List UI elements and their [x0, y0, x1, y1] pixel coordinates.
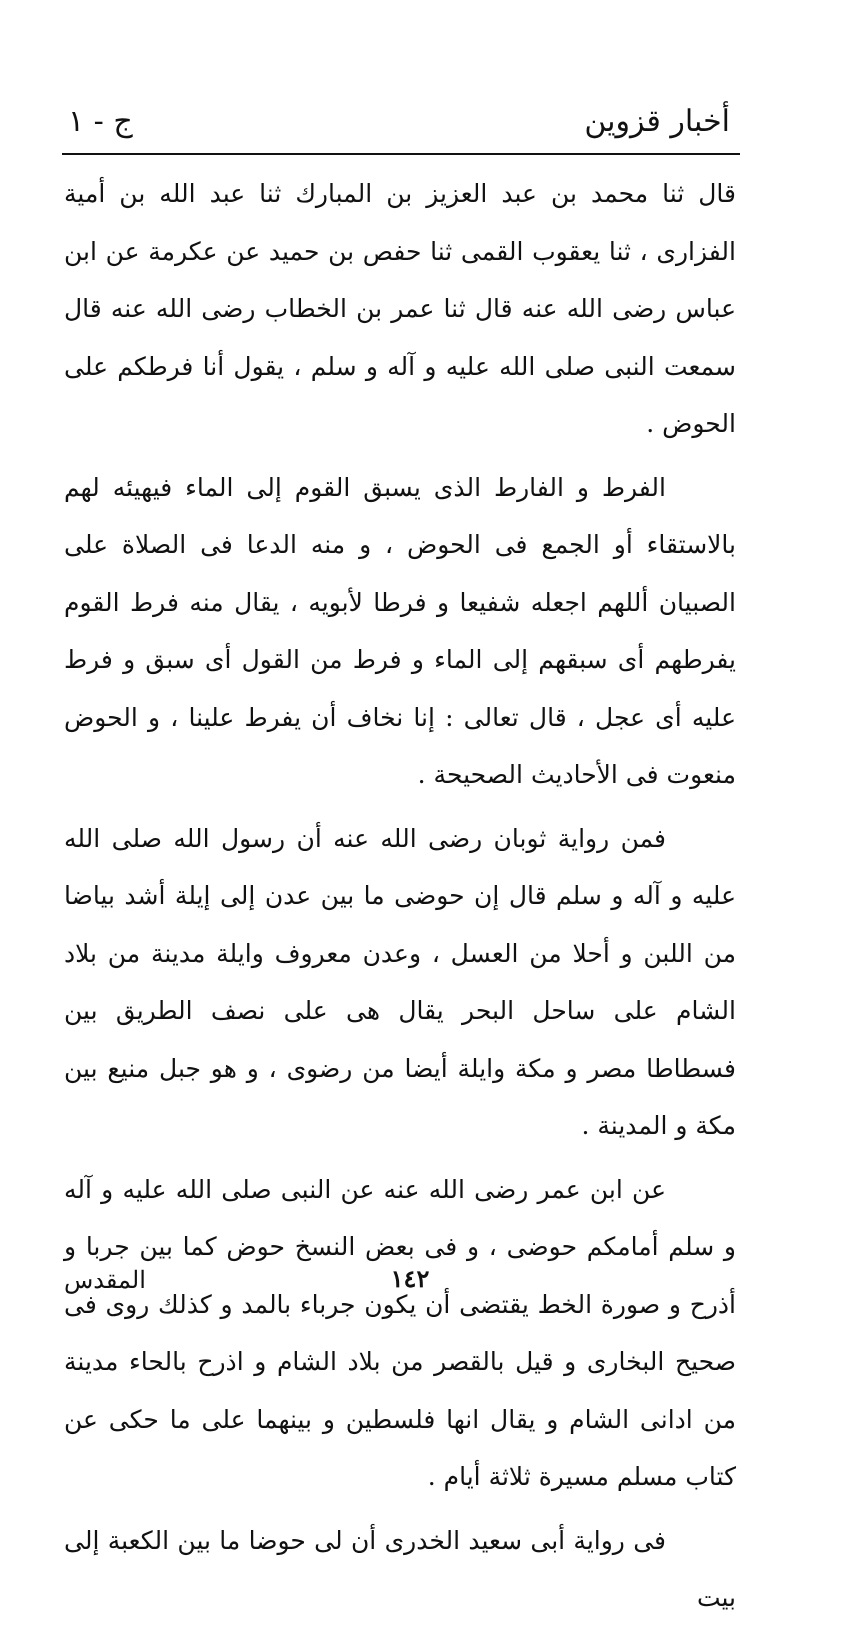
paragraph-2: الفرط و الفارط الذى يسبق القوم إلى الماء فيهيئه لهم بالاستقاء أو الجمع فى الحوض ، و منه الدعا فى الصلاة على الصبيان أللهم اجعله شفيعا و فرطا لأبويه ، يقال منه فرط القوم يفرطهم أى سبقهم إلى الماء و فرط من القول أى سبق و فرط عليه أى عجل ، قال تعالى : إنا نخاف أن يفرط علينا ، و الحوض منعوت فى الأحاديث الصحيحة . — [64, 472, 737, 789]
paragraph-1: قال ثنا محمد بن عبد العزيز بن المبارك ثنا عبد الله بن أمية الفزارى ، ثنا يعقوب القمى ثنا حفص بن حميد عن عكرمة عن ابن عباس رضى الله عنه قال ثنا عمر بن الخطاب رضى الله عنه قال سمعت النبى صلى الله عليه و آله و سلم ، يقول أنا فرطكم على الحوض . — [64, 179, 736, 438]
body-text — [64, 165, 736, 1627]
paragraph-5: فى رواية أبى سعيد الخدرى أن لى حوضا ما بين الكعبة إلى بيت — [64, 1525, 736, 1612]
book-title: أخبار قزوين — [584, 104, 730, 139]
page-number: ١٤٢ — [390, 1264, 430, 1293]
header-rule — [62, 153, 740, 155]
running-head — [62, 100, 738, 148]
paragraph-3: فمن رواية ثوبان رضى الله عنه أن رسول الله صلى الله عليه و آله و سلم قال إن حوضى ما بين عدن إلى إيلة أشد بياضا من اللبن و أحلا من العسل ، وعدن معروف وايلة مدينة من بلاد الشام على ساحل البحر يقال هى على نصف الطريق بين فسطاطا مصر و مكة وايلة أيضا من رضوى ، و هو جبل منيع بين مكة و المدينة . — [64, 823, 736, 1140]
paragraph-4: عن ابن عمر رضى الله عنه عن النبى صلى الله عليه و آله و سلم أمامكم حوضى ، و فى بعض النسخ حوض كما بين جربا و أذرح و صورة الخط يقتضى أن يكون جرباء بالمد و كذلك روى فى صحيح البخارى و قيل بالقصر من بلاد الشام و اذرح بالحاء مدينة من ادانى الشام و يقال انها فلسطين و بينهما على ما حكى عن كتاب مسلم مسيرة ثلاثة أيام . — [64, 1174, 736, 1491]
volume-number: ج - ١ — [68, 104, 133, 139]
catchword: المقدس — [64, 1266, 146, 1294]
